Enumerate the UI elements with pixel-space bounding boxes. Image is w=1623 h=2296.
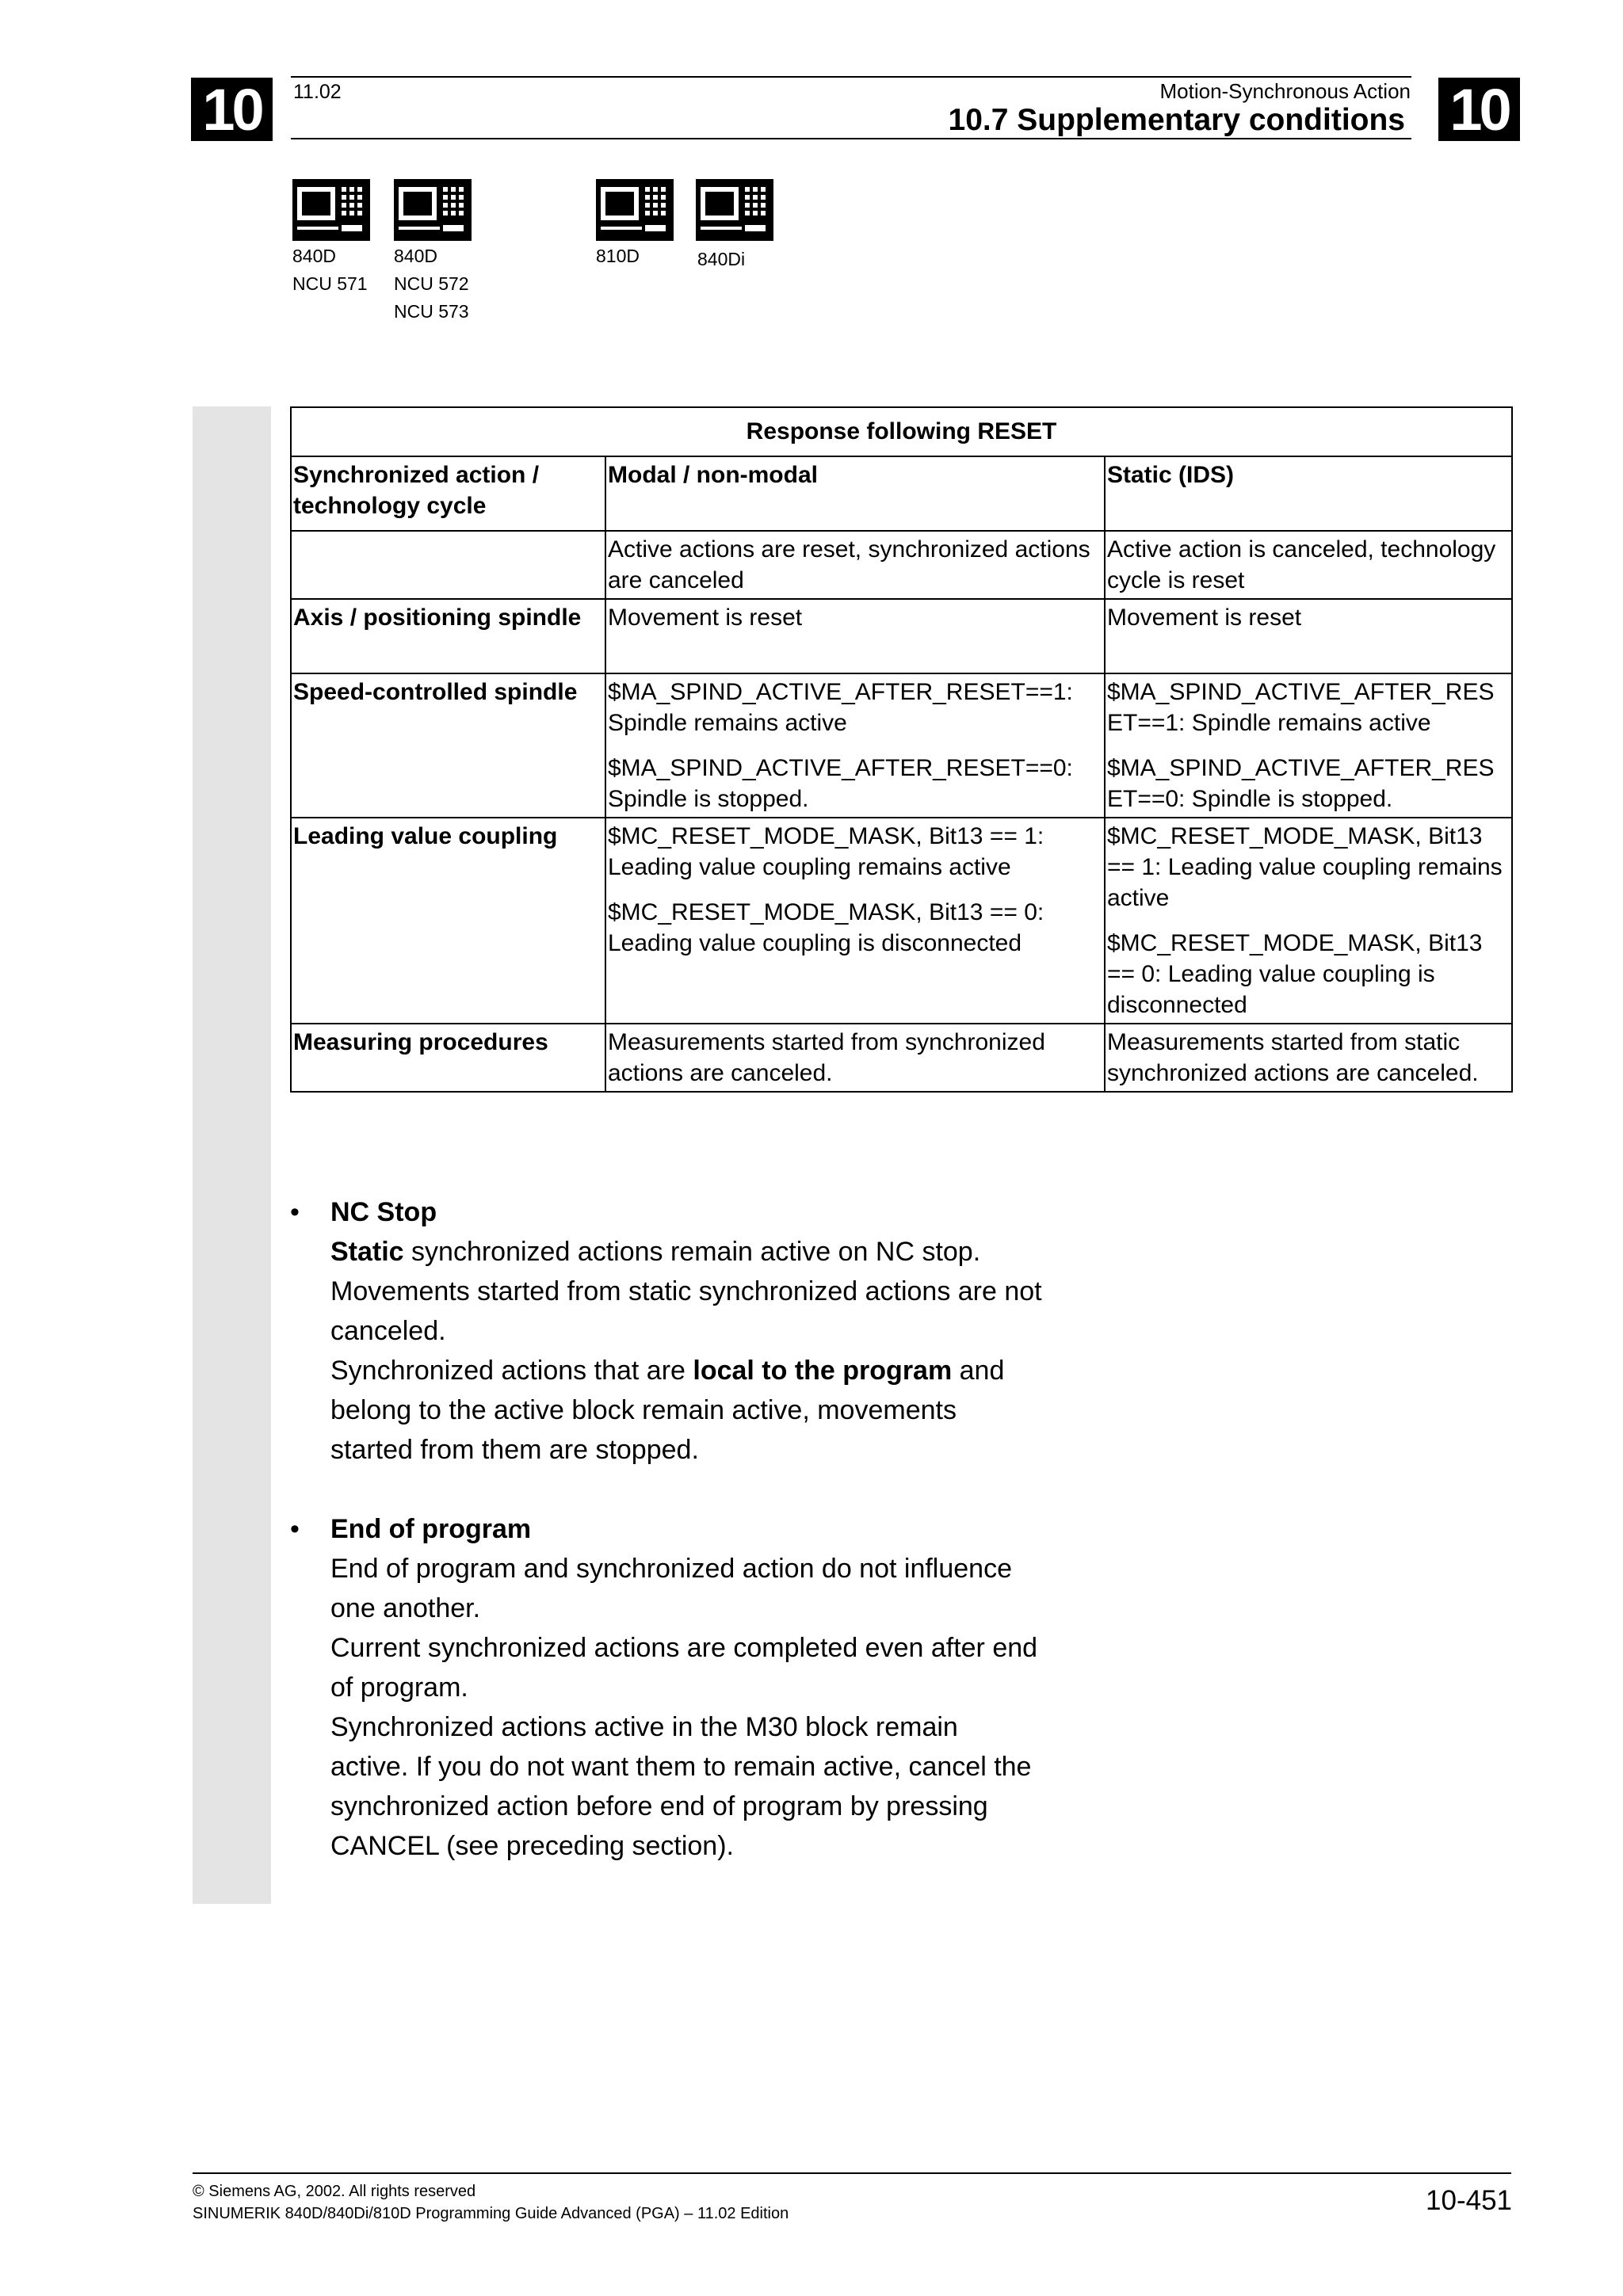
- header-rule-top: [291, 76, 1411, 78]
- table-cell: [605, 1024, 1105, 1092]
- body-text: End of program and synchronized action do not influence one another.: [330, 1554, 1012, 1623]
- column-header: Synchronized action / technology cycle: [291, 456, 605, 531]
- table-row: [291, 673, 1512, 818]
- body-text: synchronized actions remain active on NC stop. Movements started from static synchronized actions are not canceled.: [330, 1237, 1042, 1346]
- cell-paragraph: $MA_SPIND_ACTIVE_AFTER_RESET==1: Spindle remains active: [1107, 679, 1495, 736]
- cell-paragraph: Measurements started from static synchronized actions are canceled.: [1107, 1029, 1479, 1086]
- table-cell: [605, 818, 1105, 1024]
- footer-rule: [193, 2172, 1511, 2174]
- column-header: Static (IDS): [1105, 456, 1512, 531]
- chapter-title: Motion-Synchronous Action: [1159, 79, 1411, 103]
- table-cell: [1105, 1024, 1512, 1092]
- body-text: Current synchronized actions are completed even after end of program.: [330, 1633, 1038, 1703]
- bold-text: Static: [330, 1237, 404, 1267]
- control-label: 840D NCU 572 NCU 573: [394, 246, 469, 322]
- cell-paragraph: $MC_RESET_MODE_MASK, Bit13 == 0: Leading value coupling is disconnected: [1107, 930, 1483, 1018]
- control-panel-icon: [292, 179, 370, 241]
- cell-paragraph: $MC_RESET_MODE_MASK, Bit13 == 1: Leading value coupling remains active: [608, 823, 1044, 880]
- bullet-dot: •: [290, 1514, 300, 1544]
- cell-paragraph: Active actions are reset, synchronized actions are canceled: [608, 536, 1090, 593]
- control-panel-icon: [596, 179, 674, 241]
- control-label: 810D: [596, 246, 640, 266]
- table-cell: [1105, 673, 1512, 818]
- table-row: [291, 531, 1512, 599]
- table-title-row: [291, 407, 1512, 456]
- cell-paragraph: Active action is canceled, technology cycle is reset: [1107, 536, 1496, 593]
- table-cell: [1105, 599, 1512, 673]
- row-label: Measuring procedures: [291, 1024, 605, 1092]
- body-text: and belong to the active block remain active, movements started from them are stopped.: [330, 1356, 1005, 1465]
- cell-paragraph: Movement is reset: [608, 605, 803, 631]
- control-panel-icon: [394, 179, 472, 241]
- control-label: 840Di: [697, 249, 746, 269]
- table-title: Response following RESET: [291, 407, 1512, 456]
- table-row: [291, 1024, 1512, 1092]
- section-title: 10.7 Supplementary conditions: [948, 103, 1405, 137]
- table-header-row: [291, 456, 1512, 531]
- table-cell: [605, 531, 1105, 599]
- bullet-list: [290, 1192, 1043, 1905]
- bullet-item: [290, 1509, 1043, 1866]
- reset-response-table: [290, 406, 1513, 1093]
- row-label: Axis / positioning spindle: [291, 599, 605, 673]
- body-text: Synchronized actions active in the M30 block remain active. If you do not want them to remain active, cancel the synchronized action before end of program by pressing CANCEL (see preceding section).: [330, 1712, 1032, 1861]
- row-label: Speed-controlled spindle: [291, 673, 605, 818]
- copyright: © Siemens AG, 2002. All rights reserved: [193, 2183, 476, 2200]
- bold-text: local to the program: [693, 1356, 953, 1386]
- bullet-heading: NC Stop: [330, 1197, 437, 1227]
- cell-paragraph: Movement is reset: [1107, 605, 1302, 631]
- bullet-item: [290, 1192, 1043, 1470]
- bullet-heading: End of program: [330, 1514, 532, 1544]
- chapter-number-right: 10: [1438, 78, 1520, 141]
- document-title: SINUMERIK 840D/840Di/810D Programming Guide Advanced (PGA) – 11.02 Edition: [193, 2205, 789, 2222]
- bullet-dot: •: [290, 1197, 300, 1227]
- cell-paragraph: $MA_SPIND_ACTIVE_AFTER_RESET==0: Spindle is stopped.: [1107, 755, 1495, 812]
- bullet-body: [330, 1232, 1043, 1470]
- cell-paragraph: $MA_SPIND_ACTIVE_AFTER_RESET==0: Spindle is stopped.: [608, 755, 1073, 812]
- header-rule-bottom: [291, 138, 1411, 139]
- table-cell: [1105, 531, 1512, 599]
- cell-paragraph: $MC_RESET_MODE_MASK, Bit13 == 1: Leading value coupling remains active: [1107, 823, 1503, 911]
- table-cell: [605, 673, 1105, 818]
- row-label: [291, 531, 605, 599]
- edition-date: 11.02: [293, 81, 342, 103]
- table-cell: [1105, 818, 1512, 1024]
- margin-bar: [193, 406, 271, 1904]
- row-label: Leading value coupling: [291, 818, 605, 1024]
- table-row: [291, 818, 1512, 1024]
- control-label: 840D NCU 571: [292, 246, 368, 294]
- cell-paragraph: Measurements started from synchronized actions are canceled.: [608, 1029, 1045, 1086]
- table-row: [291, 599, 1512, 673]
- cell-paragraph: $MC_RESET_MODE_MASK, Bit13 == 0: Leading value coupling is disconnected: [608, 899, 1044, 956]
- cell-paragraph: $MA_SPIND_ACTIVE_AFTER_RESET==1: Spindle remains active: [608, 679, 1073, 736]
- page-number: 10-451: [1426, 2185, 1512, 2216]
- chapter-number-left: 10: [191, 78, 273, 141]
- bullet-body: [330, 1549, 1043, 1866]
- control-panel-icon: [696, 179, 773, 241]
- body-text: Synchronized actions that are: [330, 1356, 693, 1386]
- table-cell: [605, 599, 1105, 673]
- column-header: Modal / non-modal: [605, 456, 1105, 531]
- footer-text: [193, 2180, 789, 2225]
